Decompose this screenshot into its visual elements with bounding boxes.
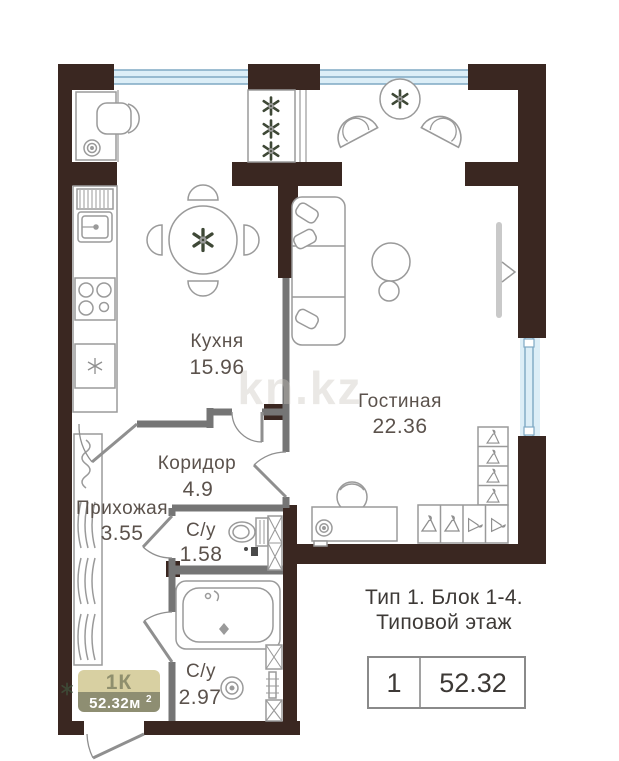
coffee-table-icon (379, 281, 399, 301)
summary-rooms-count: 1 (386, 668, 402, 698)
entrance-door-leaf (93, 734, 144, 758)
living-furniture (292, 79, 515, 546)
dining-table-icon (147, 185, 259, 296)
room-label-hall: Прихожая (75, 498, 169, 519)
freezer-icon (75, 344, 115, 388)
stove-icon (75, 278, 115, 320)
badge-type: 1К (105, 671, 133, 694)
coffee-table-icon (372, 243, 410, 281)
washing-machine-icon (221, 677, 243, 699)
room-label-living: Гостиная (358, 391, 442, 412)
badge-area: 52.32м (89, 695, 141, 712)
window-handle-icon (524, 339, 534, 347)
wardrobe-icon (418, 427, 508, 543)
badge-area-sup: 2 (146, 694, 152, 705)
caption-line-2: Типовой этаж (376, 611, 512, 634)
door-arc (254, 452, 286, 465)
room-label-bathroom-2: С/у (186, 661, 216, 682)
area-badge (62, 670, 160, 712)
side-table-icon (380, 79, 420, 119)
room-area-kitchen: 15.96 (189, 356, 245, 379)
caption (365, 586, 523, 634)
vent-shaft-icon (268, 516, 282, 570)
summary-total-area: 52.32 (439, 668, 507, 698)
room-area-living: 22.36 (372, 415, 428, 438)
armchair-icon (421, 109, 468, 147)
loggia-stool-icon (97, 103, 139, 134)
towel-rail-icon (266, 645, 282, 721)
plant-shelf-icon (248, 90, 306, 162)
armchair-icon (331, 109, 378, 147)
room-label-kitchen: Кухня (190, 331, 244, 352)
window-handle-icon (524, 427, 534, 435)
room-area-corridor: 4.9 (182, 478, 214, 501)
summary-table (368, 657, 525, 708)
door-arc (143, 547, 172, 558)
caption-line-1: Тип 1. Блок 1-4. (365, 586, 523, 609)
door-leaf (143, 516, 172, 547)
room-area-hall: 3.55 (100, 522, 144, 545)
room-label-bathroom-1: С/у (186, 520, 216, 541)
window-right-living (520, 338, 540, 436)
toilet-icon (229, 518, 268, 556)
fridge-icon (77, 189, 113, 209)
sink-icon (78, 212, 112, 242)
entrance-door-arc (87, 734, 93, 758)
door-arc (144, 612, 172, 621)
watermark: kn.kz (237, 362, 363, 414)
coat-rack-icon (74, 434, 102, 665)
room-area-bathroom-1: 1.58 (179, 543, 223, 566)
door-leaf (254, 465, 286, 497)
sofa-icon (292, 197, 345, 345)
desk-icon (312, 482, 397, 546)
bathtub-icon (176, 581, 280, 649)
tv-icon (496, 222, 515, 318)
room-label-corridor: Коридор (157, 453, 237, 474)
door-leaf (144, 621, 172, 662)
room-area-bathroom-2: 2.97 (178, 686, 222, 709)
door-arc (232, 412, 262, 442)
